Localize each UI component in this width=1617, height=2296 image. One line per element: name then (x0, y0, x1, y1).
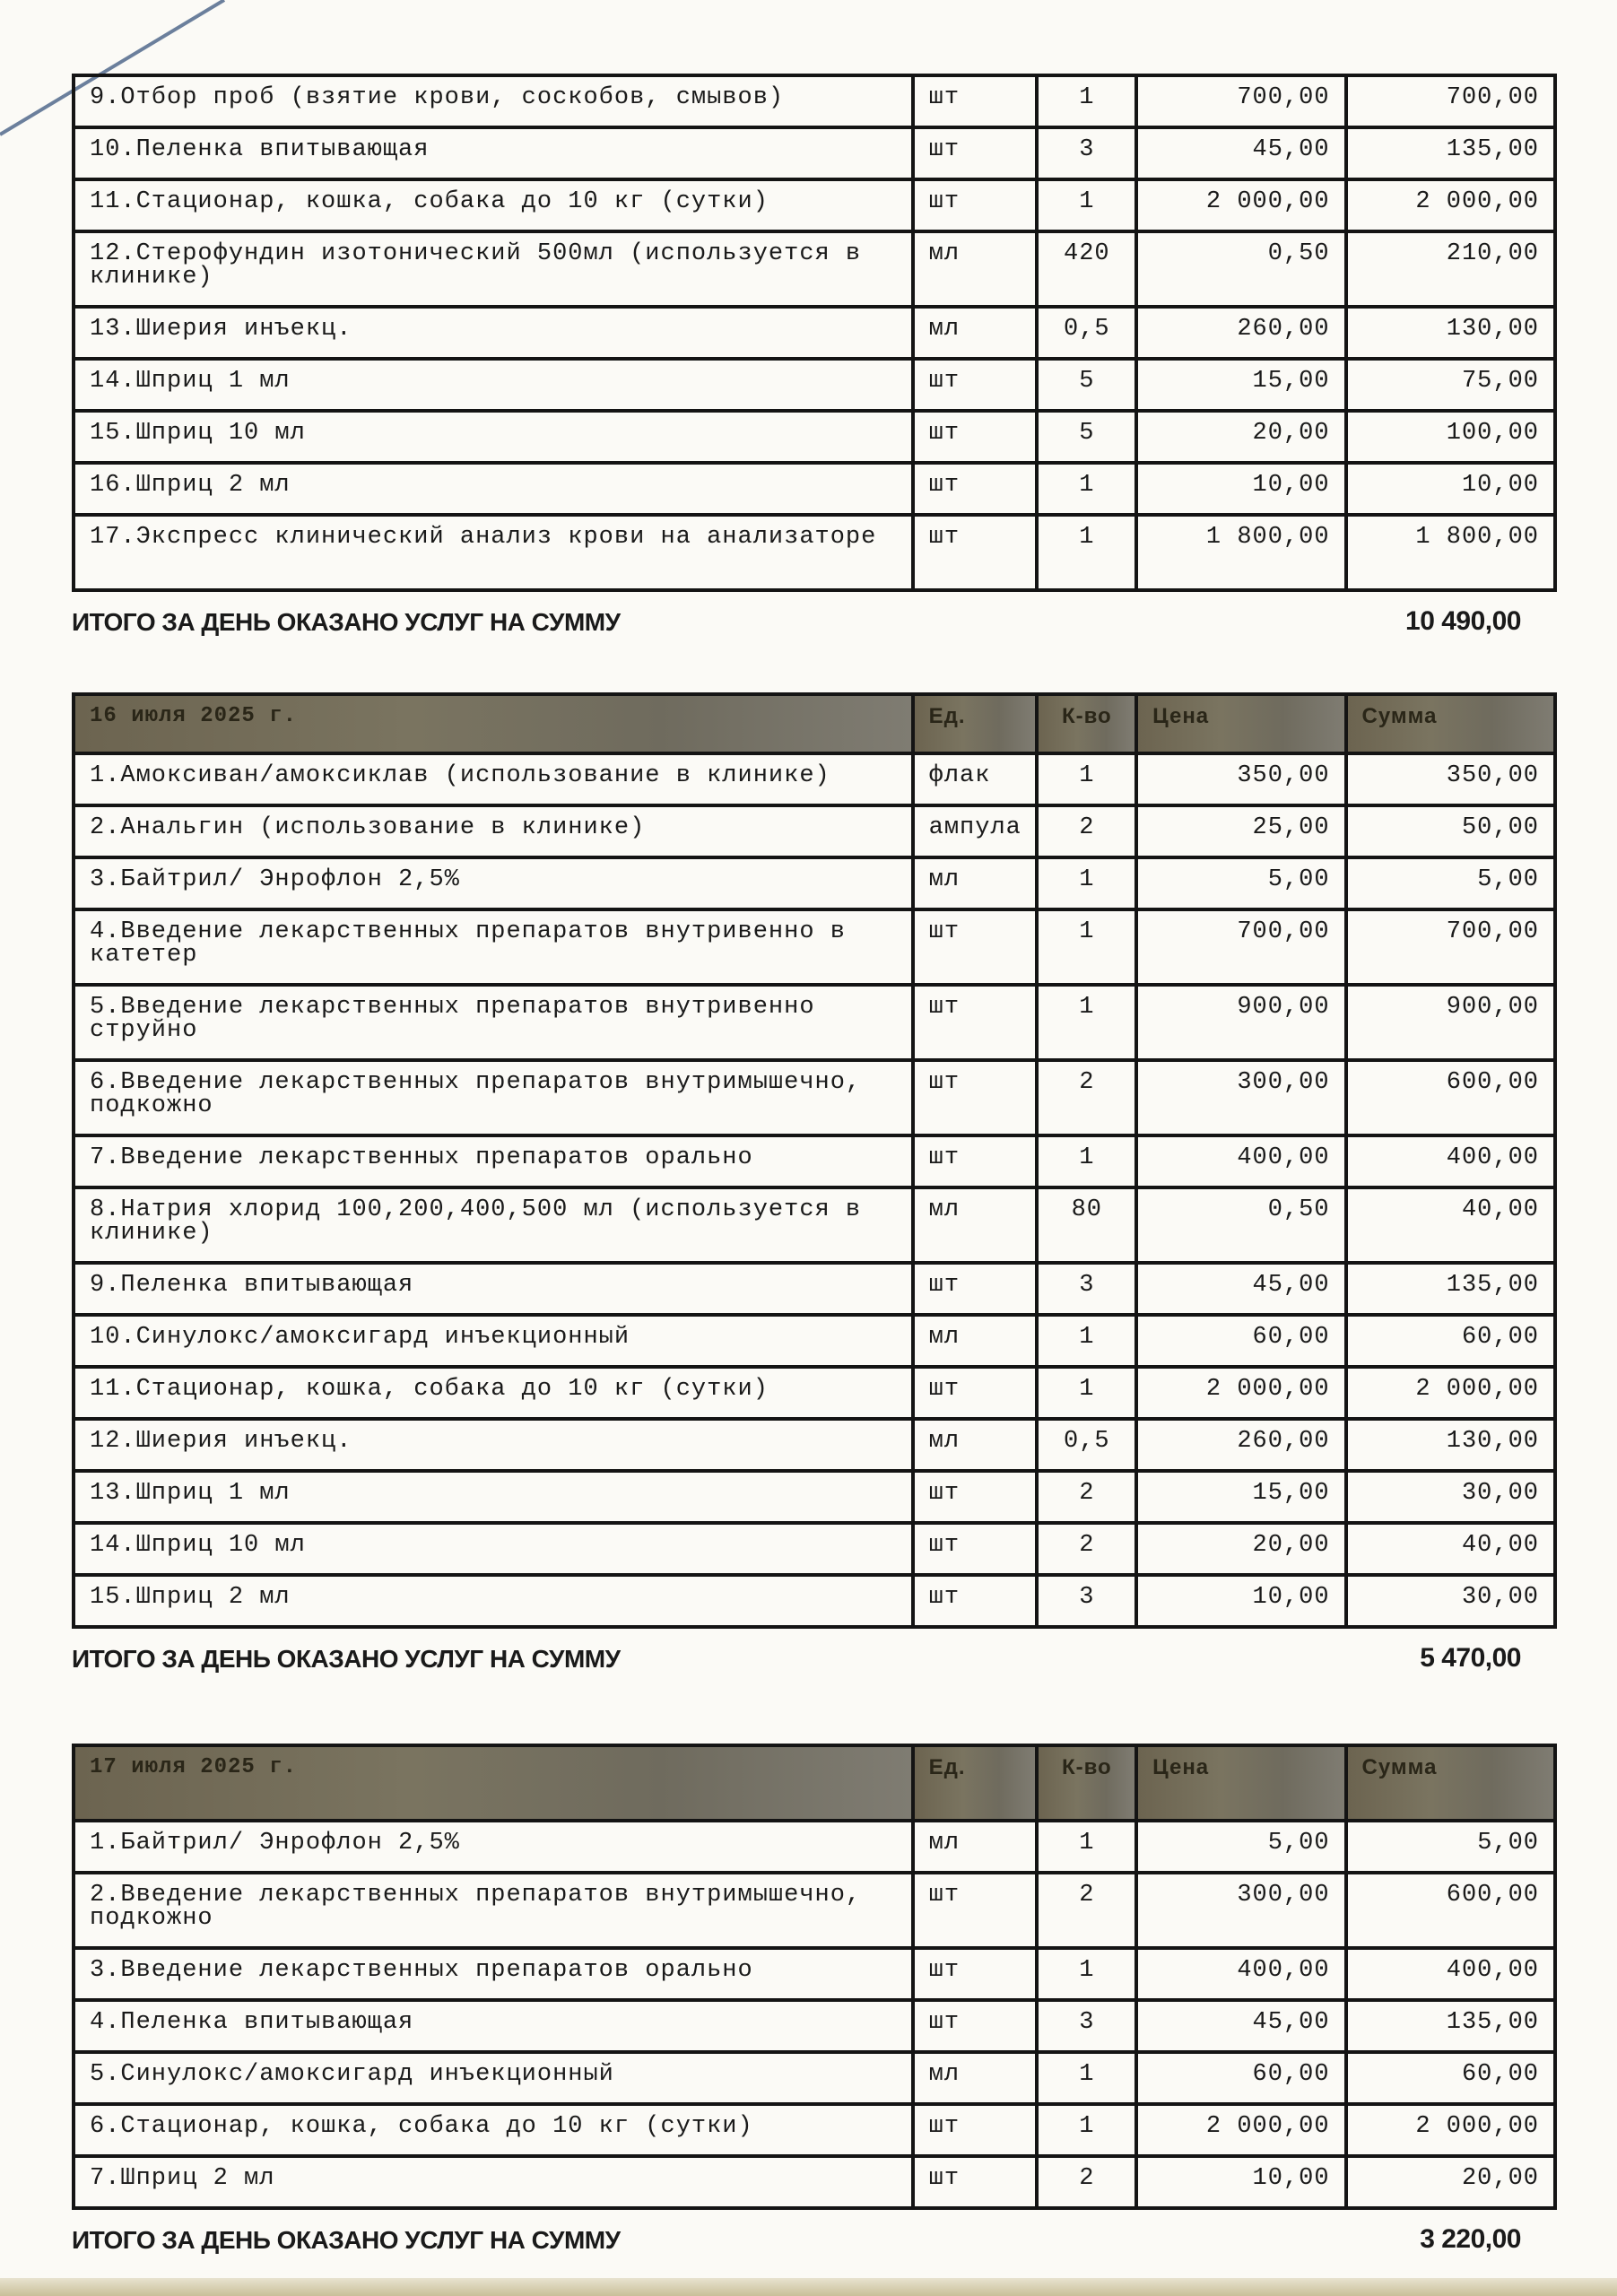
item-sum: 135,00 (1346, 127, 1555, 179)
table-row (74, 1419, 1555, 1471)
item-name: 13.Шприц 1 мл (74, 1471, 913, 1523)
item-name: 11.Стационар, кошка, собака до 10 кг (сутки) (74, 1367, 913, 1419)
item-name: 14.Шприц 10 мл (74, 1523, 913, 1575)
item-qty: 1 (1037, 1135, 1136, 1187)
item-name: 7.Шприц 2 мл (74, 2156, 913, 2208)
item-sum: 2 000,00 (1346, 2104, 1555, 2156)
table-row (74, 127, 1555, 179)
item-sum: 75,00 (1346, 359, 1555, 411)
table-row (74, 1471, 1555, 1523)
item-sum: 2 000,00 (1346, 1367, 1555, 1419)
table-row (74, 231, 1555, 307)
item-qty: 1 (1037, 2052, 1136, 2104)
item-price: 10,00 (1136, 1575, 1345, 1627)
item-qty: 1 (1037, 463, 1136, 515)
table-row (74, 1187, 1555, 1263)
item-qty: 1 (1037, 1948, 1136, 2000)
item-qty: 1 (1037, 1367, 1136, 1419)
item-price: 260,00 (1136, 307, 1345, 359)
table-row (74, 909, 1555, 985)
item-qty: 2 (1037, 1060, 1136, 1135)
table-row (74, 1873, 1555, 1948)
table-row (74, 985, 1555, 1060)
item-unit: мл (913, 2052, 1038, 2104)
item-unit: ампула (913, 805, 1038, 857)
item-price: 700,00 (1136, 75, 1345, 127)
item-qty: 1 (1037, 179, 1136, 231)
table-row (74, 75, 1555, 127)
table-row (74, 1263, 1555, 1315)
item-price: 20,00 (1136, 1523, 1345, 1575)
day-total-amount: 3 220,00 (1420, 2224, 1521, 2254)
item-name: 1.Байтрил/ Энрофлон 2,5% (74, 1821, 913, 1873)
table-row (74, 1060, 1555, 1135)
item-price: 45,00 (1136, 1263, 1345, 1315)
col-sum-header: Сумма (1346, 1745, 1555, 1821)
item-unit: шт (913, 2104, 1038, 2156)
item-unit: мл (913, 1821, 1038, 1873)
item-qty: 1 (1037, 2104, 1136, 2156)
table-row (74, 463, 1555, 515)
item-sum: 30,00 (1346, 1471, 1555, 1523)
table-row (74, 2156, 1555, 2208)
item-unit: мл (913, 231, 1038, 307)
item-name: 4.Введение лекарственных препаратов внутривенно в катетер (74, 909, 913, 985)
item-sum: 30,00 (1346, 1575, 1555, 1627)
item-name: 2.Анальгин (использование в клинике) (74, 805, 913, 857)
day-section-16-july (72, 692, 1557, 1674)
item-sum: 400,00 (1346, 1948, 1555, 2000)
item-unit: мл (913, 1419, 1038, 1471)
item-unit: мл (913, 307, 1038, 359)
item-qty: 2 (1037, 1471, 1136, 1523)
item-sum: 100,00 (1346, 411, 1555, 463)
item-name: 7.Введение лекарственных препаратов орально (74, 1135, 913, 1187)
services-table (72, 74, 1557, 592)
item-price: 20,00 (1136, 411, 1345, 463)
table-row (74, 753, 1555, 805)
item-unit: мл (913, 1187, 1038, 1263)
item-qty: 1 (1037, 1315, 1136, 1367)
item-qty: 1 (1037, 75, 1136, 127)
item-price: 350,00 (1136, 753, 1345, 805)
item-qty: 420 (1037, 231, 1136, 307)
item-qty: 1 (1037, 909, 1136, 985)
item-sum: 50,00 (1346, 805, 1555, 857)
item-sum: 5,00 (1346, 857, 1555, 909)
item-unit: флак (913, 753, 1038, 805)
item-price: 2 000,00 (1136, 1367, 1345, 1419)
day-total-label: ИТОГО ЗА ДЕНЬ ОКАЗАНО УСЛУГ НА СУММУ (72, 1645, 621, 1673)
item-price: 60,00 (1136, 1315, 1345, 1367)
item-name: 9.Отбор проб (взятие крови, соскобов, смывов) (74, 75, 913, 127)
table-row (74, 1523, 1555, 1575)
item-sum: 600,00 (1346, 1873, 1555, 1948)
item-sum: 40,00 (1346, 1187, 1555, 1263)
item-name: 13.Шиерия инъекц. (74, 307, 913, 359)
services-table (72, 1744, 1557, 2210)
item-qty: 1 (1037, 857, 1136, 909)
item-name: 16.Шприц 2 мл (74, 463, 913, 515)
item-price: 15,00 (1136, 359, 1345, 411)
item-name: 5.Введение лекарственных препаратов внутривенно струйно (74, 985, 913, 1060)
item-name: 9.Пеленка впитывающая (74, 1263, 913, 1315)
item-sum: 60,00 (1346, 1315, 1555, 1367)
item-name: 2.Введение лекарственных препаратов внутримышечно, подкожно (74, 1873, 913, 1948)
item-name: 3.Введение лекарственных препаратов орально (74, 1948, 913, 2000)
item-unit: шт (913, 2000, 1038, 2052)
item-price: 2 000,00 (1136, 2104, 1345, 2156)
item-qty: 5 (1037, 411, 1136, 463)
item-sum: 350,00 (1346, 753, 1555, 805)
item-qty: 0,5 (1037, 1419, 1136, 1471)
item-qty: 0,5 (1037, 307, 1136, 359)
item-qty: 2 (1037, 2156, 1136, 2208)
item-name: 8.Натрия хлорид 100,200,400,500 мл (используется в клинике) (74, 1187, 913, 1263)
item-price: 300,00 (1136, 1873, 1345, 1948)
item-unit: шт (913, 127, 1038, 179)
day-total-row (72, 1629, 1557, 1674)
item-price: 15,00 (1136, 1471, 1345, 1523)
item-unit: шт (913, 515, 1038, 590)
item-unit: шт (913, 411, 1038, 463)
day-date-header: 16 июля 2025 г. (74, 694, 913, 753)
item-name: 17.Экспресс клинический анализ крови на анализаторе (74, 515, 913, 590)
item-unit: шт (913, 1471, 1038, 1523)
item-sum: 700,00 (1346, 909, 1555, 985)
item-price: 45,00 (1136, 2000, 1345, 2052)
item-sum: 60,00 (1346, 2052, 1555, 2104)
item-qty: 1 (1037, 515, 1136, 590)
day-total-amount: 5 470,00 (1420, 1643, 1521, 1673)
item-unit: мл (913, 857, 1038, 909)
item-price: 260,00 (1136, 1419, 1345, 1471)
item-name: 10.Синулокс/амоксигард инъекционный (74, 1315, 913, 1367)
item-name: 4.Пеленка впитывающая (74, 2000, 913, 2052)
table-row (74, 805, 1555, 857)
item-sum: 135,00 (1346, 2000, 1555, 2052)
table-header-row (74, 1745, 1555, 1821)
table-row (74, 1135, 1555, 1187)
item-name: 12.Шиерия инъекц. (74, 1419, 913, 1471)
table-row (74, 411, 1555, 463)
table-row (74, 2000, 1555, 2052)
item-unit: шт (913, 179, 1038, 231)
item-qty: 1 (1037, 753, 1136, 805)
item-name: 6.Введение лекарственных препаратов внутримышечно, подкожно (74, 1060, 913, 1135)
table-row (74, 1315, 1555, 1367)
item-price: 900,00 (1136, 985, 1345, 1060)
item-unit: шт (913, 2156, 1038, 2208)
col-price-header: Цена (1136, 694, 1345, 753)
item-price: 10,00 (1136, 2156, 1345, 2208)
item-name: 14.Шприц 1 мл (74, 359, 913, 411)
item-sum: 20,00 (1346, 2156, 1555, 2208)
table-header-row (74, 694, 1555, 753)
item-name: 1.Амоксиван/амоксиклав (использование в клинике) (74, 753, 913, 805)
item-sum: 400,00 (1346, 1135, 1555, 1187)
item-name: 6.Стационар, кошка, собака до 10 кг (сутки) (74, 2104, 913, 2156)
col-qty-header: К-во (1037, 694, 1136, 753)
services-table (72, 692, 1557, 1629)
day-section-continued (72, 74, 1557, 637)
item-sum: 600,00 (1346, 1060, 1555, 1135)
item-unit: шт (913, 1135, 1038, 1187)
item-sum: 5,00 (1346, 1821, 1555, 1873)
table-row (74, 359, 1555, 411)
paper-bottom-edge (0, 2278, 1617, 2296)
table-row (74, 857, 1555, 909)
item-name: 15.Шприц 10 мл (74, 411, 913, 463)
item-qty: 1 (1037, 1821, 1136, 1873)
item-price: 2 000,00 (1136, 179, 1345, 231)
item-qty: 5 (1037, 359, 1136, 411)
item-unit: шт (913, 1060, 1038, 1135)
item-qty: 2 (1037, 805, 1136, 857)
table-row (74, 1367, 1555, 1419)
table-row (74, 515, 1555, 590)
item-name: 11.Стационар, кошка, собака до 10 кг (сутки) (74, 179, 913, 231)
item-qty: 2 (1037, 1523, 1136, 1575)
item-name: 5.Синулокс/амоксигард инъекционный (74, 2052, 913, 2104)
item-price: 25,00 (1136, 805, 1345, 857)
item-sum: 10,00 (1346, 463, 1555, 515)
item-price: 10,00 (1136, 463, 1345, 515)
item-price: 400,00 (1136, 1135, 1345, 1187)
item-price: 300,00 (1136, 1060, 1345, 1135)
day-total-amount: 10 490,00 (1405, 606, 1521, 636)
col-price-header: Цена (1136, 1745, 1345, 1821)
day-total-row (72, 2210, 1557, 2255)
item-qty: 1 (1037, 985, 1136, 1060)
item-unit: шт (913, 1523, 1038, 1575)
item-sum: 2 000,00 (1346, 179, 1555, 231)
item-sum: 130,00 (1346, 307, 1555, 359)
item-price: 700,00 (1136, 909, 1345, 985)
item-price: 1 800,00 (1136, 515, 1345, 590)
item-sum: 135,00 (1346, 1263, 1555, 1315)
item-price: 60,00 (1136, 2052, 1345, 2104)
item-unit: шт (913, 1873, 1038, 1948)
item-unit: шт (913, 909, 1038, 985)
item-qty: 3 (1037, 1575, 1136, 1627)
item-price: 45,00 (1136, 127, 1345, 179)
table-row (74, 2104, 1555, 2156)
item-price: 5,00 (1136, 1821, 1345, 1873)
item-sum: 700,00 (1346, 75, 1555, 127)
item-unit: шт (913, 985, 1038, 1060)
table-row (74, 1575, 1555, 1627)
day-date-header: 17 июля 2025 г. (74, 1745, 913, 1821)
item-sum: 900,00 (1346, 985, 1555, 1060)
item-name: 12.Стерофундин изотонический 500мл (используется в клинике) (74, 231, 913, 307)
item-unit: шт (913, 463, 1038, 515)
item-price: 0,50 (1136, 231, 1345, 307)
item-unit: шт (913, 1575, 1038, 1627)
item-name: 10.Пеленка впитывающая (74, 127, 913, 179)
item-unit: шт (913, 1948, 1038, 2000)
table-row (74, 179, 1555, 231)
item-sum: 40,00 (1346, 1523, 1555, 1575)
item-price: 5,00 (1136, 857, 1345, 909)
table-row (74, 1821, 1555, 1873)
col-unit-header: Ед. (913, 1745, 1038, 1821)
item-name: 3.Байтрил/ Энрофлон 2,5% (74, 857, 913, 909)
day-total-label: ИТОГО ЗА ДЕНЬ ОКАЗАНО УСЛУГ НА СУММУ (72, 2226, 621, 2254)
item-qty: 3 (1037, 127, 1136, 179)
item-sum: 1 800,00 (1346, 515, 1555, 590)
day-total-row (72, 592, 1557, 637)
item-price: 400,00 (1136, 1948, 1345, 2000)
day-section-17-july (72, 1744, 1557, 2255)
col-qty-header: К-во (1037, 1745, 1136, 1821)
day-total-label: ИТОГО ЗА ДЕНЬ ОКАЗАНО УСЛУГ НА СУММУ (72, 608, 621, 636)
item-sum: 130,00 (1346, 1419, 1555, 1471)
item-qty: 3 (1037, 1263, 1136, 1315)
item-name: 15.Шприц 2 мл (74, 1575, 913, 1627)
col-sum-header: Сумма (1346, 694, 1555, 753)
item-price: 0,50 (1136, 1187, 1345, 1263)
col-unit-header: Ед. (913, 694, 1038, 753)
item-sum: 210,00 (1346, 231, 1555, 307)
item-unit: мл (913, 1315, 1038, 1367)
item-unit: шт (913, 75, 1038, 127)
item-unit: шт (913, 1263, 1038, 1315)
table-row (74, 307, 1555, 359)
item-qty: 3 (1037, 2000, 1136, 2052)
item-qty: 80 (1037, 1187, 1136, 1263)
table-row (74, 1948, 1555, 2000)
item-unit: шт (913, 1367, 1038, 1419)
table-row (74, 2052, 1555, 2104)
item-unit: шт (913, 359, 1038, 411)
item-qty: 2 (1037, 1873, 1136, 1948)
